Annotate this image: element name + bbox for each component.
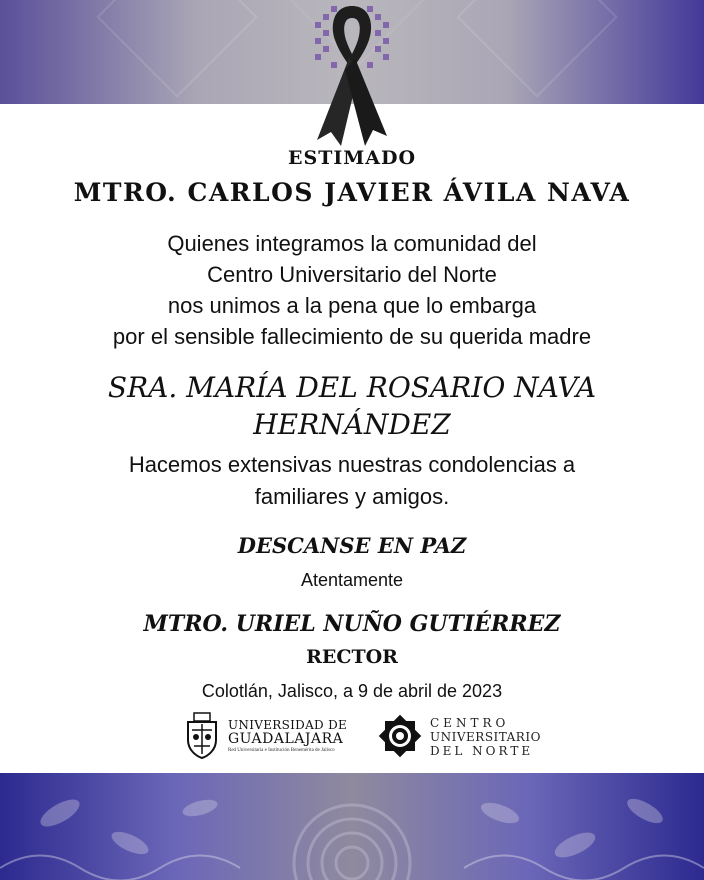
diamond-ornament bbox=[456, 0, 617, 98]
cun-logo bbox=[378, 712, 541, 762]
deceased-name-line: HERNÁNDEZ bbox=[253, 408, 451, 441]
diamond-ornament bbox=[96, 0, 257, 98]
signer-name: MTRO. URIEL NUÑO GUTIÉRREZ bbox=[143, 611, 561, 637]
sign-off: Atentamente bbox=[300, 570, 404, 590]
bottom-decorative-band bbox=[0, 773, 704, 880]
condolences-line: Hacemos extensivas nuestras condolencias a bbox=[128, 452, 576, 477]
message-paragraph bbox=[0, 228, 704, 352]
cun-name-line: UNIVERSITARIO bbox=[430, 730, 541, 744]
udg-seal-icon bbox=[182, 710, 222, 760]
message-line: por el sensible fallecimiento de su querida madre bbox=[112, 324, 592, 349]
recipient-name: MTRO. CARLOS JAVIER ÁVILA NAVA bbox=[73, 178, 631, 207]
udg-logo bbox=[182, 710, 352, 762]
rest-in-peace: DESCANSE EN PAZ bbox=[237, 533, 467, 558]
message-line: nos unimos a la pena que lo embarga bbox=[167, 293, 537, 318]
message-line: Quienes integramos la comunidad del bbox=[167, 231, 537, 256]
udg-name-line: GUADALAJARA bbox=[228, 731, 344, 747]
condolences-paragraph bbox=[0, 449, 704, 513]
condolences-line: familiares y amigos. bbox=[254, 484, 450, 509]
mourning-ribbon-icon bbox=[297, 0, 407, 150]
message-line: Centro Universitario del Norte bbox=[207, 262, 497, 287]
textile-pattern bbox=[0, 773, 704, 880]
place-and-date: Colotlán, Jalisco, a 9 de abril de 2023 bbox=[201, 681, 503, 701]
udg-name-line: UNIVERSIDAD DE bbox=[228, 718, 348, 732]
greeting: ESTIMADO bbox=[287, 147, 417, 169]
cun-name-line: CENTRO bbox=[430, 716, 510, 730]
signer-role: RECTOR bbox=[306, 646, 398, 668]
deceased-name bbox=[0, 369, 704, 443]
deceased-name-line: SRA. MARÍA DEL ROSARIO NAVA bbox=[107, 371, 597, 404]
cun-emblem-icon bbox=[378, 714, 422, 758]
cun-name-line: DEL NORTE bbox=[430, 744, 534, 758]
udg-tagline: Red Universitaria e Institución Benemérita de Jalisco bbox=[228, 748, 335, 753]
